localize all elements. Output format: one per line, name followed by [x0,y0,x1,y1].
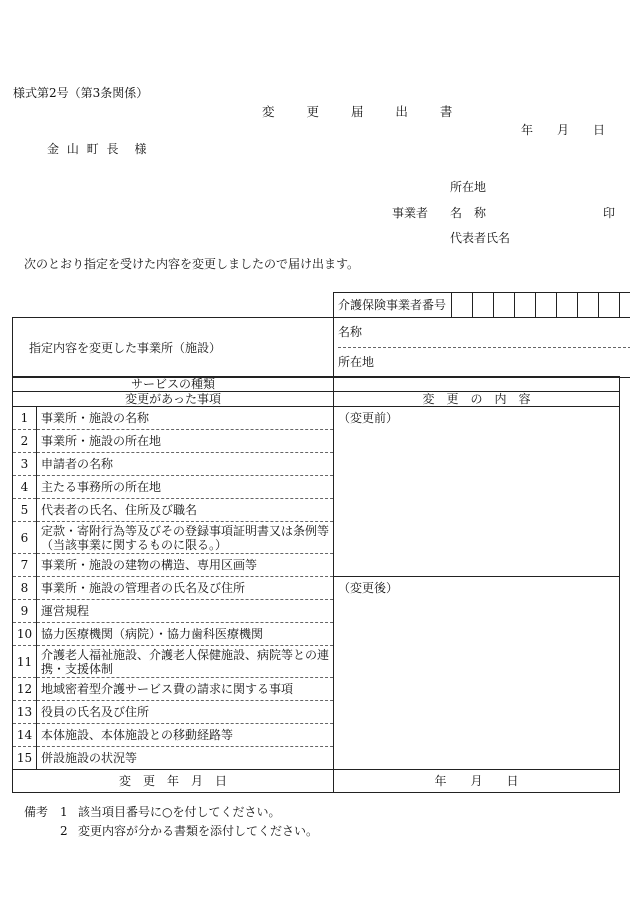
item-number[interactable]: 10 [13,623,37,646]
item-number[interactable]: 8 [13,577,37,600]
seal-mark: 印 [603,206,616,220]
item-label: 代表者の氏名、住所及び職名 [37,499,334,522]
before-label: （変更前） [338,411,399,425]
item-number[interactable]: 7 [13,554,37,577]
after-label: （変更後） [338,581,399,595]
before-content-cell[interactable] [334,407,620,577]
item-label: 介護老人福祉施設、介護老人保健施設、病院等との連携・支援体制 [37,646,334,678]
item-label: 役員の氏名及び住所 [37,701,334,724]
note-1: 該当項目番号に○を付してください。 [78,805,281,819]
service-type-value[interactable] [334,377,620,392]
item-label: 本体施設、本体施設との移動経路等 [37,724,334,747]
insurance-number-digit[interactable] [599,293,620,318]
date-line: 年 月 日 [521,123,606,137]
item-number[interactable]: 4 [13,476,37,499]
item-label: 協力医療機関（病院）・協力歯科医療機関 [37,623,334,646]
office-table [12,292,630,378]
insurance-number-digit[interactable] [494,293,515,318]
item-label: 事業所・施設の建物の構造、専用区画等 [37,554,334,577]
item-label: 定款・寄附行為等及びその登録事項証明書又は条例等（当該事業に関するものに限る。） [37,522,334,554]
item-number[interactable]: 11 [13,646,37,678]
change-content-header: 変 更 の 内 容 [334,392,620,407]
insurance-number-digit[interactable] [578,293,599,318]
intro-text: 次のとおり指定を受けた内容を変更しましたので届け出ます。 [24,257,360,271]
item-label: 併設施設の状況等 [37,747,334,770]
page-title: 変 更 届 出 書 [262,104,467,119]
item-number[interactable]: 9 [13,600,37,623]
note-number: 2 [60,824,68,838]
note-2: 変更内容が分かる書類を添付してください。 [78,824,319,838]
office-address-label: 所在地 [338,355,375,369]
note-number: 1 [60,805,68,819]
service-type-label: サービスの種類 [13,377,334,392]
insurance-number-digit[interactable] [515,293,536,318]
item-number[interactable]: 12 [13,678,37,701]
applicant-group-label: 事業者 [392,206,429,220]
item-number[interactable]: 15 [13,747,37,770]
insurance-number-digit[interactable] [452,293,473,318]
item-label: 申請者の名称 [37,453,334,476]
item-label: 事業所・施設の名称 [37,407,334,430]
item-number[interactable]: 13 [13,701,37,724]
applicant-name-label: 名 称 [450,206,487,220]
insurance-number-digit[interactable] [536,293,557,318]
item-number[interactable]: 14 [13,724,37,747]
item-label: 主たる事務所の所在地 [37,476,334,499]
applicant-address-label: 所在地 [450,180,487,194]
item-label: 事業所・施設の管理者の氏名及び住所 [37,577,334,600]
form-number: 様式第2号（第3条関係） [13,86,149,100]
after-content-cell[interactable] [334,577,620,770]
item-number[interactable]: 2 [13,430,37,453]
office-name-address-cell[interactable] [334,318,630,378]
item-number[interactable]: 1 [13,407,37,430]
insurance-number-digit[interactable] [620,293,630,318]
item-number[interactable]: 6 [13,522,37,554]
insurance-number-digit[interactable] [473,293,494,318]
item-label: 地域密着型介護サービス費の請求に関する事項 [37,678,334,701]
insurance-number-label: 介護保険事業者番号 [334,293,452,318]
insurance-number-digit[interactable] [557,293,578,318]
item-number[interactable]: 5 [13,499,37,522]
item-label: 運営規程 [37,600,334,623]
addressee: 金 山 町 長 様 [47,142,149,156]
representative-label: 代表者氏名 [450,231,511,245]
office-name-label: 名称 [338,318,630,348]
changed-office-label: 指定内容を変更した事業所（施設） [13,318,334,378]
item-number[interactable]: 3 [13,453,37,476]
change-date-value[interactable]: 年 月 日 [334,770,620,793]
notes-label: 備考 [24,805,49,819]
changes-table [12,376,620,793]
item-label: 事業所・施設の所在地 [37,430,334,453]
change-date-label: 変 更 年 月 日 [13,770,334,793]
changed-items-header: 変更があった事項 [13,392,334,407]
